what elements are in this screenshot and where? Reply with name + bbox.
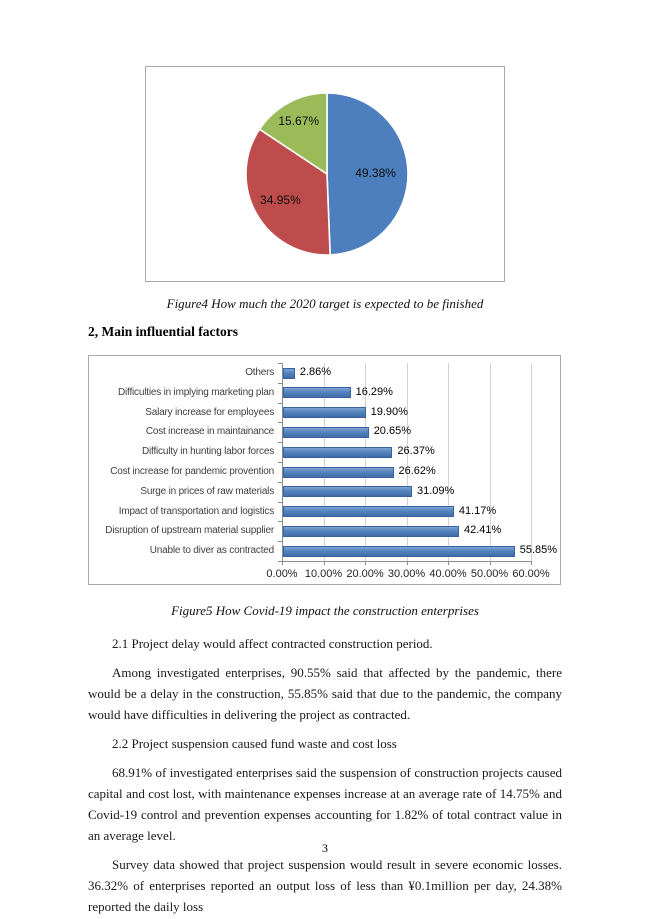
paragraph: 68.91% of investigated enterprises said the suspension of construction projects caused capital and cost lost, with maintenance expenses increase at an average rate of 14.75% and Covid-19 control and prevention expenses accounting for 1.82% of total contract value in an average level. (88, 765, 562, 843)
pie-data-label: 34.95% (260, 193, 301, 208)
bar-value-label: 16.29% (355, 385, 393, 398)
bar-category-label: Cost increase for pandemic provention (110, 466, 274, 477)
y-axis-tick (278, 502, 282, 503)
pie-chart-canvas (146, 67, 504, 281)
figure5-caption: Figure5 How Covid-19 impact the construction enterprises (171, 603, 479, 618)
x-axis-tick-label: 30.00% (387, 568, 426, 580)
section-heading: 2, Main influential factors (88, 324, 238, 339)
bar-value-label: 41.17% (458, 504, 497, 517)
paragraph: Survey data showed that project suspension would result in severe economic losses. 36.32% of enterprises reported an output loss of less than ¥0.1million per day, 24.38% reported the daily loss (88, 857, 562, 914)
bar-value-label: 55.85% (519, 544, 558, 557)
x-axis-tick-label: 40.00% (429, 568, 467, 580)
page-number: 3 (322, 841, 328, 855)
bar (283, 546, 515, 557)
y-axis-tick (278, 482, 282, 483)
bar (283, 368, 295, 379)
x-axis-tick-label: 60.00% (512, 568, 550, 580)
bar-category-label: Disruption of upstream material supplier (105, 525, 274, 537)
pie-data-label: 15.67% (278, 114, 320, 129)
figure4-caption: Figure4 How much the 2020 target is expected to be finished (166, 296, 484, 311)
body-text (88, 625, 562, 917)
figure4-pie-chart (145, 66, 505, 282)
bar (283, 467, 394, 478)
figure5-bar-chart (88, 355, 561, 585)
bar-category-label: Unable to diver as contracted (149, 545, 274, 557)
bar (283, 447, 392, 458)
x-axis-tick-label: 0.00% (266, 568, 298, 580)
x-axis-tick-label: 50.00% (470, 568, 509, 580)
bar (283, 407, 366, 418)
gridline (531, 363, 532, 561)
bar-value-label: 20.65% (373, 425, 411, 438)
bar-value-label: 31.09% (417, 484, 455, 497)
bar (283, 526, 459, 537)
y-axis-tick (278, 383, 282, 384)
bar-value-label: 26.37% (397, 445, 435, 458)
bar-category-label: Impact of transportation and logistics (118, 505, 274, 517)
y-axis-tick (278, 541, 282, 542)
bar-category-label: Salary increase for employees (145, 406, 274, 418)
bar (283, 387, 351, 398)
y-axis-tick (278, 422, 282, 423)
bar-category-label: Cost increase in maintainance (145, 426, 274, 438)
bar-category-label: Difficulties in implying marketing plan (118, 386, 274, 398)
bar-category-label: Difficulty in hunting labor forces (142, 446, 274, 458)
y-axis-tick (278, 561, 282, 562)
y-axis-tick (278, 462, 282, 463)
bar-value-label: 42.41% (464, 524, 502, 537)
pie-data-label: 49.38% (355, 166, 396, 181)
bar-category-label: Surge in prices of raw materials (140, 485, 274, 497)
bar (283, 506, 454, 517)
x-axis-tick (531, 561, 532, 565)
bar-value-label: 26.62% (398, 465, 436, 477)
bar-value-label: 19.90% (370, 405, 408, 418)
paragraph: 2.1 Project delay would affect contracted construction period. (112, 636, 433, 651)
x-axis-line (282, 561, 531, 562)
bar-value-label: 2.86% (299, 366, 332, 378)
paragraph: 2.2 Project suspension caused fund waste and cost loss (112, 736, 397, 751)
paragraph: Among investigated enterprises, 90.55% said that affected by the pandemic, there would be a delay in the construction, 55.85% said that due to the pandemic, the company would have difficulties in delivering the project as contracted. (88, 665, 562, 722)
x-axis-tick-label: 20.00% (346, 568, 384, 580)
y-axis-tick (278, 363, 282, 364)
y-axis-tick (278, 403, 282, 404)
y-axis-tick (278, 442, 282, 443)
y-axis-tick (278, 521, 282, 522)
bar-category-label: Others (245, 367, 274, 378)
bar (283, 486, 412, 497)
x-axis-tick-label: 10.00% (304, 568, 343, 580)
bar (283, 427, 369, 438)
